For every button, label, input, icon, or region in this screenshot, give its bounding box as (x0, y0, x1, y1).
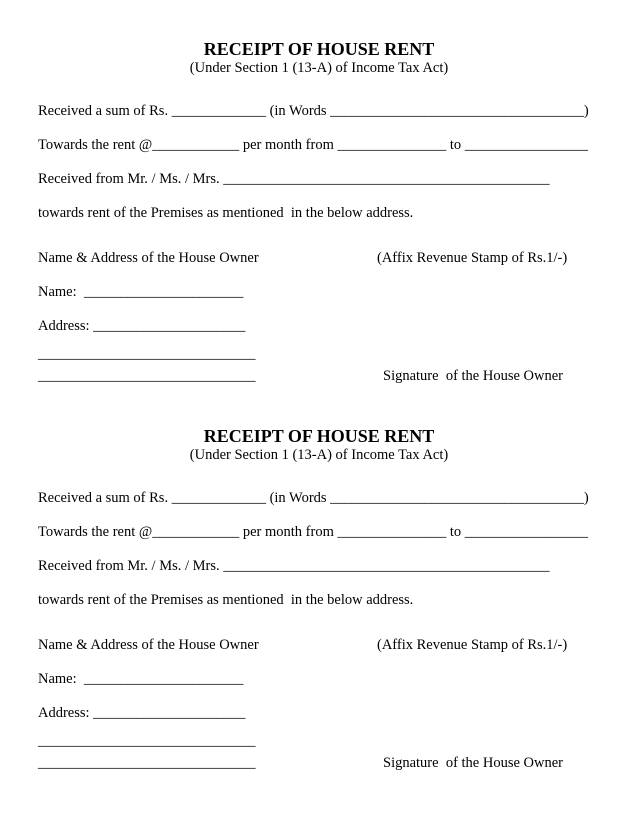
address-continuation-line[interactable]: ______________________________ (38, 368, 256, 384)
revenue-stamp-note: (Affix Revenue Stamp of Rs.1/-) (377, 250, 568, 266)
amount-received-line[interactable]: Received a sum of Rs. _____________ (in Words ___________________________________) (38, 103, 589, 119)
receipt-title: RECEIPT OF HOUSE RENT (203, 426, 435, 446)
rent-period-line[interactable]: Towards the rent @____________ per month from _______________ to _________________ (38, 137, 588, 153)
owner-address-line[interactable]: Address: _____________________ (38, 318, 246, 334)
received-from-line[interactable]: Received from Mr. / Ms. / Mrs. _____________________________________________ (38, 558, 550, 574)
received-from-line[interactable]: Received from Mr. / Ms. / Mrs. _____________________________________________ (38, 171, 550, 187)
premises-note: towards rent of the Premises as mentioned in the below address. (38, 205, 414, 221)
rent-receipt-2 (0, 387, 638, 777)
owner-name-line[interactable]: Name: ______________________ (38, 284, 244, 300)
rent-period-line[interactable]: Towards the rent @____________ per month from _______________ to _________________ (38, 524, 588, 540)
owner-name-line[interactable]: Name: ______________________ (38, 671, 244, 687)
address-continuation-line[interactable]: ______________________________ (38, 755, 256, 771)
rent-receipt-1 (0, 0, 638, 390)
owner-section-label: Name & Address of the House Owner (38, 637, 259, 653)
receipt-subtitle: (Under Section 1 (13-A) of Income Tax Act) (189, 447, 449, 463)
address-continuation-line[interactable]: ______________________________ (38, 733, 256, 749)
premises-note: towards rent of the Premises as mentioned in the below address. (38, 592, 414, 608)
owner-signature-label: Signature of the House Owner (383, 755, 563, 771)
owner-address-line[interactable]: Address: _____________________ (38, 705, 246, 721)
receipt-subtitle: (Under Section 1 (13-A) of Income Tax Act) (189, 60, 449, 76)
receipt-title: RECEIPT OF HOUSE RENT (203, 39, 435, 59)
owner-section-label: Name & Address of the House Owner (38, 250, 259, 266)
owner-signature-label: Signature of the House Owner (383, 368, 563, 384)
address-continuation-line[interactable]: ______________________________ (38, 346, 256, 362)
revenue-stamp-note: (Affix Revenue Stamp of Rs.1/-) (377, 637, 568, 653)
amount-received-line[interactable]: Received a sum of Rs. _____________ (in Words ___________________________________) (38, 490, 589, 506)
